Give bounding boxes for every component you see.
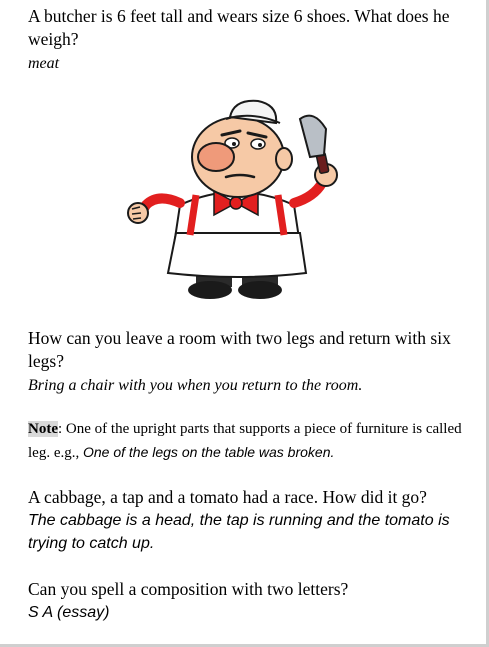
riddle-3-question: A cabbage, a tap and a tomato had a race. How did it go? [28, 487, 427, 507]
note-paragraph [28, 418, 468, 465]
riddle-1-answer: meat [28, 55, 60, 72]
riddle-4-answer: S A (essay) [28, 604, 110, 621]
riddle-1-question: A butcher is 6 feet tall and wears size 6 shoes. What does he weigh? [28, 6, 450, 49]
riddle-3-answer: The cabbage is a head, the tap is running and the tomato is trying to catch up. [28, 512, 450, 552]
riddle-4-question: Can you spell a composition with two letters? [28, 579, 349, 599]
note-text: : One of the upright parts that supports a piece of furniture is called leg. e.g., [28, 421, 462, 461]
butcher-cartoon-icon [118, 95, 358, 305]
note-label: Note [28, 421, 58, 437]
riddle-2-answer: Bring a chair with you when you return to the room. [28, 377, 363, 394]
riddle-2-question: How can you leave a room with two legs and return with six legs? [28, 328, 451, 371]
note-example: One of the legs on the table was broken. [82, 444, 335, 460]
